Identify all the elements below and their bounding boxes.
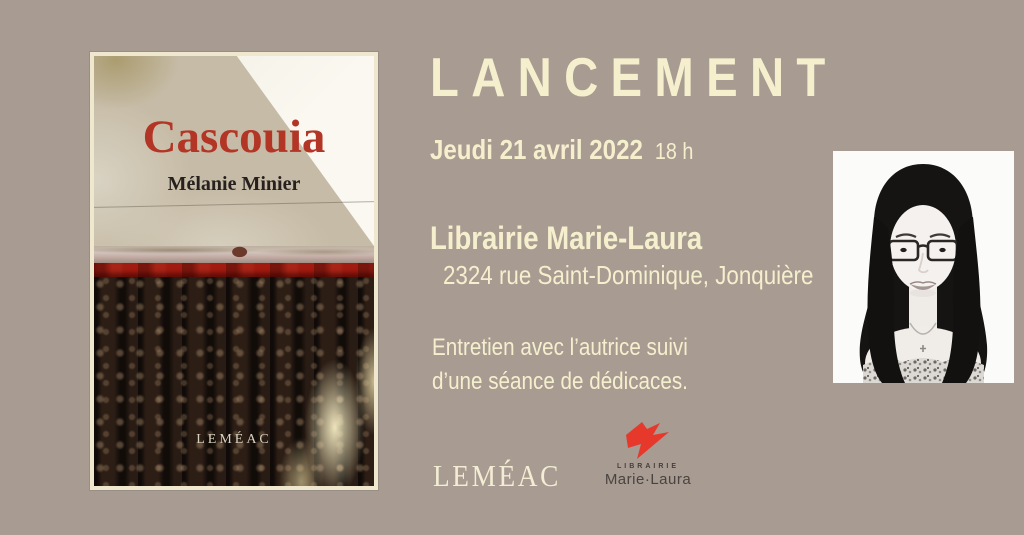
venue-name: Librairie Marie-Laura xyxy=(430,220,703,256)
event-title xyxy=(430,46,904,108)
red-bar xyxy=(94,263,374,277)
book-cover xyxy=(90,52,378,490)
author-photo xyxy=(833,151,1014,383)
event-date-row xyxy=(430,136,736,164)
bird-icon xyxy=(622,420,674,460)
event-title-text: LANCEMENT xyxy=(430,46,838,108)
event-description-line1: Entretien avec l’autrice suivi xyxy=(432,334,688,361)
event-date: Jeudi 21 avril 2022 xyxy=(430,134,643,165)
event-description xyxy=(432,331,730,399)
author-portrait-illustration xyxy=(833,151,1014,383)
wall-crack-line xyxy=(94,201,374,208)
event-description-line2: d’une séance de dédicaces. xyxy=(432,368,688,396)
book-publisher-mark: LEMÉAC xyxy=(196,432,272,447)
lemeac-logo: LEMÉAC xyxy=(433,458,561,493)
venue-address: 2324 rue Saint-Dominique, Jonquière xyxy=(443,260,814,290)
bookstore-name: Marie·Laura xyxy=(604,471,692,488)
book-title: Cascouia xyxy=(142,111,326,163)
event-time: 18 h xyxy=(654,138,694,164)
book-author: Mélanie Minier xyxy=(167,173,301,195)
librairie-label: LIBRAIRIE xyxy=(617,463,679,470)
landscape-strip xyxy=(94,246,374,263)
marie-laura-logo xyxy=(598,420,698,488)
book-cover-top xyxy=(94,56,374,246)
lace-curtain xyxy=(94,277,374,486)
